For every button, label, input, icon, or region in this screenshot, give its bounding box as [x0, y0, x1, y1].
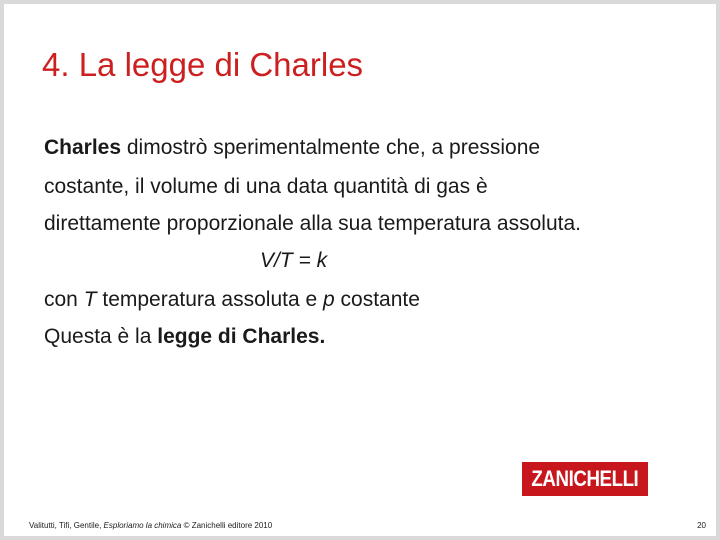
- zanichelli-logo: [522, 462, 648, 496]
- logo-text: ZANICHELLI: [531, 466, 639, 491]
- body-line-3: direttamente proporzionale alla sua temperatura assoluta.: [44, 212, 581, 235]
- body-line-2: costante, il volume di una data quantità di gas è: [44, 175, 488, 198]
- line5-c: costante: [334, 288, 420, 311]
- page-number: 20: [697, 521, 706, 530]
- formula: [260, 249, 327, 273]
- line5-a: con: [44, 288, 84, 311]
- body-line-1: [44, 136, 540, 160]
- slide: [4, 4, 716, 536]
- symbol-t: T: [83, 288, 97, 311]
- formula-text: V/T = k: [260, 249, 328, 272]
- symbol-p: p: [323, 288, 335, 311]
- law-name-bold: legge di Charles.: [157, 325, 326, 348]
- charles-bold: Charles: [44, 136, 122, 159]
- footer-book: Esploriamo la chimica: [103, 521, 182, 530]
- body-line-6: [44, 325, 325, 349]
- line5-b: temperatura assoluta e: [96, 288, 323, 311]
- footer-publisher: © Zanichelli editore 2010: [181, 521, 273, 530]
- body-line-5: [44, 288, 420, 312]
- slide-title: 4. La legge di Charles: [42, 46, 364, 83]
- footer-credit: [29, 521, 272, 530]
- footer-authors: Valitutti, Tifi, Gentile,: [29, 521, 104, 530]
- line1-text: dimostrò sperimentalmente che, a pressione: [121, 136, 541, 159]
- line6-a: Questa è la: [44, 325, 158, 348]
